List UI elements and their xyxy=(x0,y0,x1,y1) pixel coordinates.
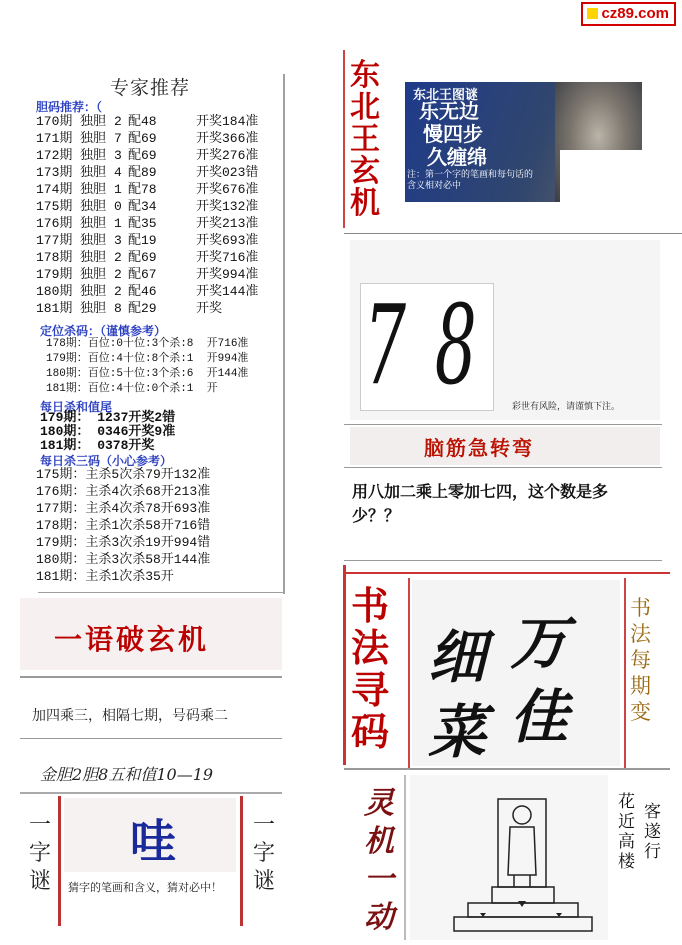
poem-char: 楼 xyxy=(618,852,635,872)
riddle-left-bar xyxy=(58,796,61,926)
dan-cell: 170期 xyxy=(36,114,73,129)
dan-cell: 开奖366准 xyxy=(196,131,259,146)
dan-cell: 开奖 xyxy=(196,301,223,316)
dan-cell: 0 xyxy=(114,199,122,214)
sum-header: 每日杀和值尾 xyxy=(40,400,113,414)
calligraphy-top-bar xyxy=(344,572,670,574)
bottom-poem-col2 xyxy=(644,802,666,862)
poem-char: 花 xyxy=(618,792,635,812)
dan-row xyxy=(36,300,276,317)
divider xyxy=(344,467,662,468)
riddle-side-char: 谜 xyxy=(28,869,51,894)
dan-cell: 配89 xyxy=(128,165,157,180)
dan-cell: 配35 xyxy=(128,216,157,231)
dan-cell: 180期 xyxy=(36,284,73,299)
kill-header: 每日杀三码（小心参考） xyxy=(40,454,173,468)
dan-cell: 3 xyxy=(114,148,122,163)
riddle-side-char: 一 xyxy=(252,813,275,838)
dan-list xyxy=(36,113,276,317)
poem-char: 客 xyxy=(644,802,661,822)
calligraphy-glyph: 菜 xyxy=(428,698,487,766)
divider xyxy=(624,578,626,768)
pos-list xyxy=(46,337,248,397)
dan-cell: 8 xyxy=(114,301,122,316)
banner-poem-line: 乐无边 xyxy=(419,99,479,123)
dongbei-title-char: 东 xyxy=(350,58,380,93)
kill-row: 177期：主杀4次杀78开693准 xyxy=(36,501,211,516)
kill-row: 179期：主杀3次杀19开994错 xyxy=(36,535,211,550)
site-watermark[interactable]: cz89.com xyxy=(581,2,676,26)
divider xyxy=(20,738,282,739)
dan-cell: 3 xyxy=(114,233,122,248)
numbers-digits xyxy=(364,281,506,409)
dan-row xyxy=(36,113,276,130)
dan-cell: 1 xyxy=(114,182,122,197)
dan-cell: 开奖276准 xyxy=(196,148,259,163)
lingji-char: 一 xyxy=(364,862,394,897)
dan-cell: 开奖676准 xyxy=(196,182,259,197)
dan-cell: 2 xyxy=(114,284,122,299)
calligraphy-left-char: 寻 xyxy=(351,667,390,712)
dan-cell: 配69 xyxy=(128,148,157,163)
riddle-side-char: 一 xyxy=(28,813,51,838)
dongbei-title-char: 玄 xyxy=(350,154,380,189)
dan-cell: 开奖213准 xyxy=(196,216,259,231)
dan-cell: 独胆 xyxy=(80,216,107,231)
dan-row xyxy=(36,249,276,266)
square-icon xyxy=(587,8,598,19)
dan-row xyxy=(36,147,276,164)
calligraphy-right-char: 变 xyxy=(630,700,651,724)
brain-title: 脑筋急转弯 xyxy=(424,436,534,460)
riddle-character: 哇 xyxy=(130,814,176,868)
pos-header: 定位杀码：（谨慎参考） xyxy=(40,324,167,338)
yiyu-line1: 加四乘三，相隔七期，号码乘二 xyxy=(32,708,228,724)
dan-cell: 配69 xyxy=(128,250,157,265)
calligraphy-glyphs xyxy=(420,590,620,766)
dan-cell: 独胆 xyxy=(80,182,107,197)
dongbei-title-char: 机 xyxy=(350,186,380,221)
dan-cell: 2 xyxy=(114,114,122,129)
banner-poem-line: 慢四步 xyxy=(423,122,483,146)
yiyu-line2: 金胆2胆8五和值10—19 xyxy=(40,765,214,784)
riddle-hint: 猜字的笔画和含义，猜对必中！ xyxy=(68,881,222,894)
dan-cell: 开奖693准 xyxy=(196,233,259,248)
dan-cell: 174期 xyxy=(36,182,73,197)
dan-cell: 178期 xyxy=(36,250,73,265)
banner-mask xyxy=(560,150,650,202)
dan-row xyxy=(36,181,276,198)
statue-figure xyxy=(410,775,608,940)
dan-cell: 171期 xyxy=(36,131,73,146)
poem-char: 行 xyxy=(644,842,661,862)
calligraphy-glyph: 万 xyxy=(510,609,569,677)
lingji-char: 灵 xyxy=(364,786,394,821)
risk-note: 彩世有风险，请谨慎下注。 xyxy=(512,402,621,412)
calligraphy-right-char: 期 xyxy=(630,674,651,698)
number-digit: 7 xyxy=(364,281,415,409)
bottom-left-title xyxy=(364,785,400,937)
dongbei-vertical-title xyxy=(350,60,382,220)
pos-row: 180期：百位:5十位:3个杀:6 开144准 xyxy=(46,368,249,380)
dan-row xyxy=(36,215,276,232)
banner-note: 注：第一个字的笔画和每句话的含义相对必中 xyxy=(407,170,534,191)
dan-cell: 配29 xyxy=(128,301,157,316)
calligraphy-left-title xyxy=(351,585,395,753)
dan-cell: 独胆 xyxy=(80,114,107,129)
dan-cell: 2 xyxy=(114,250,122,265)
divider xyxy=(20,792,282,794)
calligraphy-glyph: 细 xyxy=(428,623,487,691)
divider xyxy=(344,233,682,234)
kill-row: 176期：主杀4次杀68开213准 xyxy=(36,484,211,499)
poem-char: 近 xyxy=(618,812,635,832)
dan-cell: 2 xyxy=(114,267,122,282)
dan-row xyxy=(36,266,276,283)
sum-row: 180期： 0346开奖9准 xyxy=(40,424,176,439)
dan-row xyxy=(36,283,276,300)
divider xyxy=(404,775,406,940)
dan-cell: 配34 xyxy=(128,199,157,214)
dan-row xyxy=(36,164,276,181)
dan-cell: 开奖184准 xyxy=(196,114,259,129)
riddle-side-right xyxy=(252,812,276,896)
dan-cell: 175期 xyxy=(36,199,73,214)
pos-row: 181期：百位:4十位:0个杀:1 开 xyxy=(46,383,218,395)
sum-row: 181期： 0378开奖 xyxy=(40,438,155,453)
dan-cell: 181期 xyxy=(36,301,73,316)
dan-header: 胆码推荐：（ xyxy=(36,100,103,114)
dan-cell: 179期 xyxy=(36,267,73,282)
dan-cell: 独胆 xyxy=(80,250,107,265)
dan-cell: 独胆 xyxy=(80,284,107,299)
expert-title: 专家推荐 xyxy=(110,77,191,99)
riddle-side-char: 字 xyxy=(28,841,51,866)
kill-list xyxy=(36,466,210,585)
calligraphy-right-char: 每 xyxy=(630,648,651,672)
dan-cell: 177期 xyxy=(36,233,73,248)
calligraphy-right-title xyxy=(630,595,654,725)
dan-cell: 7 xyxy=(114,131,122,146)
statue-panel xyxy=(410,775,608,940)
calligraphy-right-char: 法 xyxy=(630,622,651,646)
riddle-side-char: 谜 xyxy=(252,869,275,894)
divider xyxy=(408,578,410,768)
banner-title: 东北王图谜 xyxy=(413,88,479,103)
dan-cell: 176期 xyxy=(36,216,73,231)
banner-poem-line: 久缠绵 xyxy=(427,145,487,169)
calligraphy-right-char: 书 xyxy=(630,596,651,620)
dan-cell: 开奖023错 xyxy=(196,165,259,180)
dan-cell: 独胆 xyxy=(80,165,107,180)
calligraphy-left-char: 法 xyxy=(351,625,390,670)
riddle-side-left xyxy=(28,812,52,896)
calligraphy-left-bar xyxy=(343,565,346,765)
dan-cell: 开奖716准 xyxy=(196,250,259,265)
bottom-poem-col1 xyxy=(618,792,640,872)
dan-cell: 配78 xyxy=(128,182,157,197)
left-panel-border xyxy=(283,74,285,594)
divider xyxy=(344,424,662,425)
dan-cell: 独胆 xyxy=(80,301,107,316)
sum-row: 179期： 1237开奖2错 xyxy=(40,410,176,425)
dan-cell: 独胆 xyxy=(80,148,107,163)
calligraphy-left-char: 码 xyxy=(351,709,390,754)
dan-row xyxy=(36,130,276,147)
dan-cell: 开奖132准 xyxy=(196,199,259,214)
divider xyxy=(344,768,670,770)
yiyu-title: 一语破玄机 xyxy=(54,623,210,656)
kill-row: 175期：主杀5次杀79开132准 xyxy=(36,467,211,482)
poem-char: 遂 xyxy=(644,822,661,842)
right-border xyxy=(343,50,345,228)
dongbei-title-char: 北 xyxy=(350,90,380,125)
dongbei-title-char: 王 xyxy=(350,122,380,157)
dan-row xyxy=(36,198,276,215)
dan-cell: 配67 xyxy=(128,267,157,282)
banner-poem xyxy=(419,100,487,169)
divider xyxy=(38,592,284,593)
number-digit: 8 xyxy=(434,281,486,409)
divider xyxy=(344,560,662,561)
kill-row: 181期：主杀1次杀35开 xyxy=(36,569,174,584)
poem-char: 高 xyxy=(618,832,635,852)
dan-cell: 独胆 xyxy=(80,233,107,248)
divider xyxy=(20,676,282,678)
brain-question: 用八加二乘上零加七四，这个数是多少？？ xyxy=(352,482,609,525)
lingji-char: 机 xyxy=(364,824,394,859)
dan-cell: 独胆 xyxy=(80,131,107,146)
calligraphy-glyph: 佳 xyxy=(510,683,569,751)
kill-row: 178期：主杀1次杀58开716错 xyxy=(36,518,211,533)
dan-cell: 172期 xyxy=(36,148,73,163)
dan-cell: 开奖994准 xyxy=(196,267,259,282)
dan-cell: 开奖144准 xyxy=(196,284,259,299)
pos-row: 178期：百位:0十位:3个杀:8 开716准 xyxy=(46,338,249,350)
pos-row: 179期：百位:4十位:8个杀:1 开994准 xyxy=(46,353,249,365)
dan-cell: 独胆 xyxy=(80,267,107,282)
dan-cell: 配48 xyxy=(128,114,157,129)
sum-list xyxy=(40,411,175,453)
dan-cell: 173期 xyxy=(36,165,73,180)
riddle-right-bar xyxy=(240,796,243,926)
dan-cell: 配69 xyxy=(128,131,157,146)
dan-cell: 1 xyxy=(114,216,122,231)
dan-cell: 4 xyxy=(114,165,122,180)
calligraphy-left-char: 书 xyxy=(351,583,390,628)
dan-cell: 配19 xyxy=(128,233,157,248)
dan-cell: 配46 xyxy=(128,284,157,299)
dan-row xyxy=(36,232,276,249)
lingji-char: 动 xyxy=(364,900,394,935)
riddle-side-char: 字 xyxy=(252,841,275,866)
dan-cell: 独胆 xyxy=(80,199,107,214)
kill-row: 180期：主杀3次杀58开144准 xyxy=(36,552,211,567)
